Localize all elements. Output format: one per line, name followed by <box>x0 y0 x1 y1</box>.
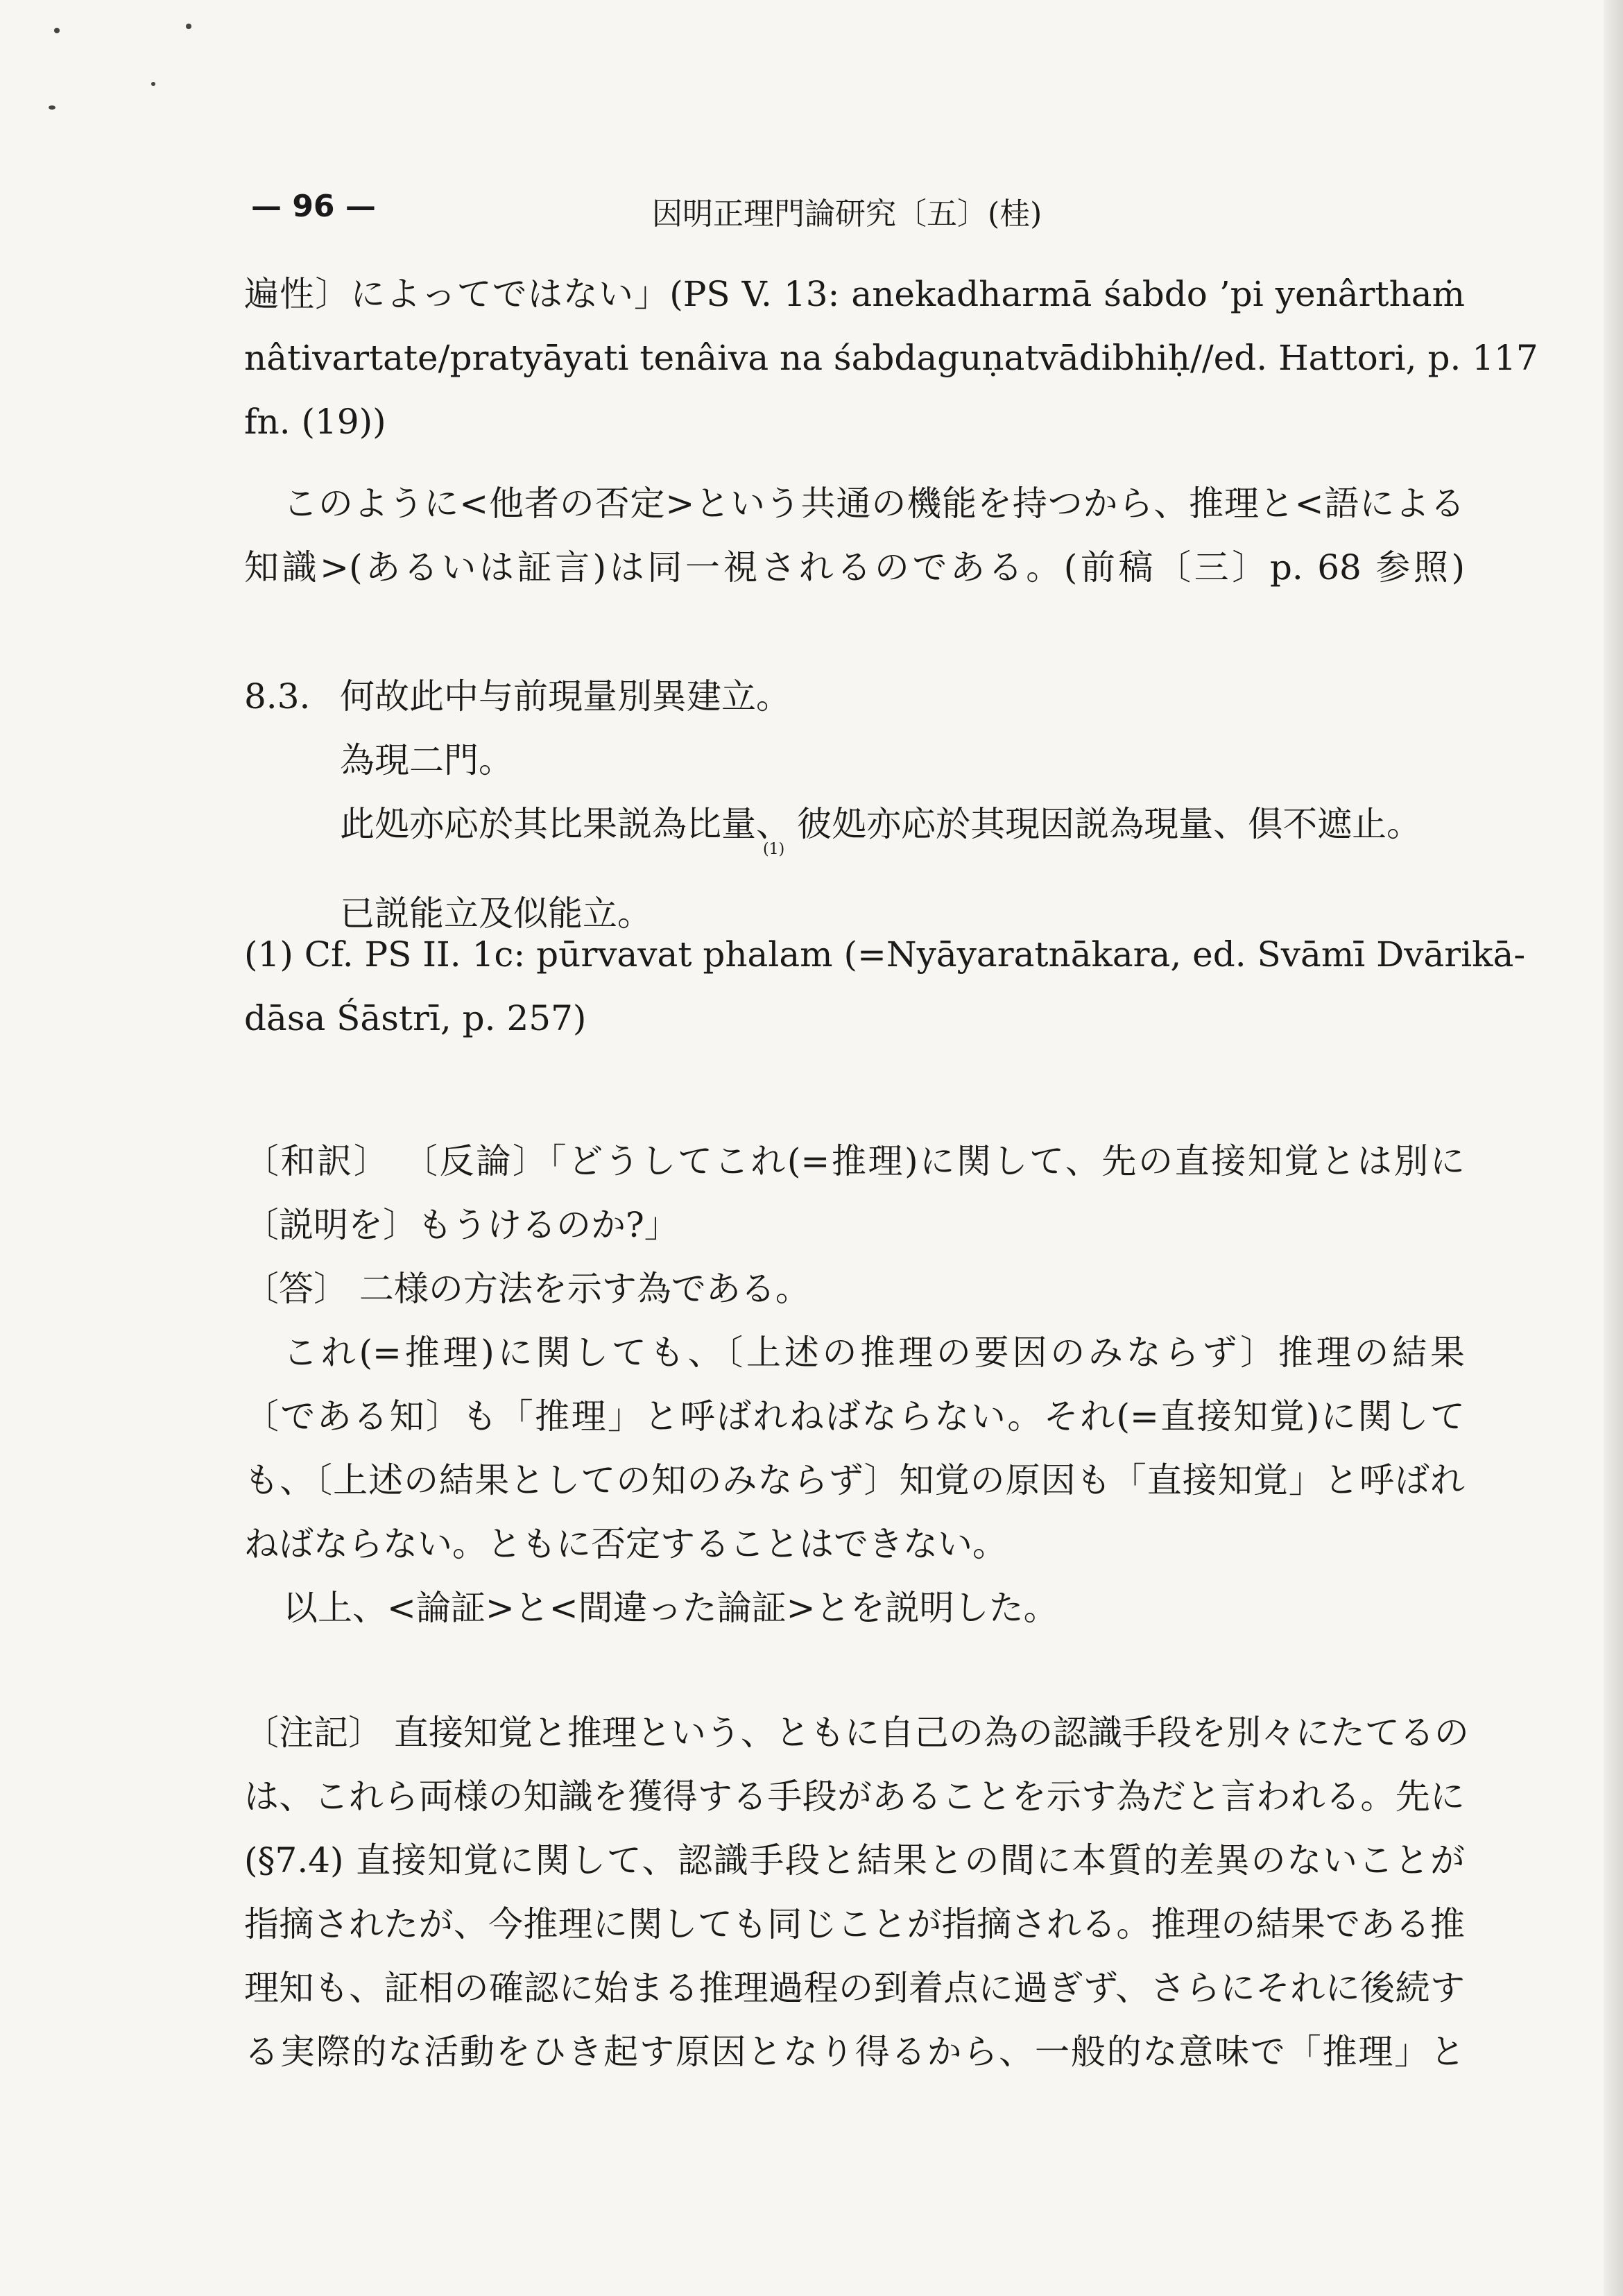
translation-section <box>244 1129 1465 1640</box>
text-line: る実際的な活動をひき起す原因となり得るから、一般的な意味で「推理」と <box>244 2032 1465 2072</box>
text-line: 指摘されたが、今推理に関しても同じことが指摘される。推理の結果である推 <box>244 1904 1465 1944</box>
text-line: ねばならない。ともに否定することはできない。 <box>244 1524 1007 1564</box>
sanskrit-chinese-line: 已説能立及似能立。 <box>340 893 652 934</box>
sanskrit-chinese-line: 為現二門。 <box>340 740 513 780</box>
footnote-line: (1) Cf. PS II. 1c: pūrvavat phalam (=Nyāyaratnākara, ed. Svāmī Dvārikā- <box>244 934 1526 975</box>
text-line: nâtivartate/pratyāyati tenâiva na śabdaguṇatvādibhiḥ//ed. Hattori, p. 117 <box>244 338 1538 378</box>
footnote-marker: (1) <box>763 841 785 858</box>
section-8-3 <box>244 665 1465 945</box>
intro-paragraph <box>244 472 1465 599</box>
text-line: 理知も、証相の確認に始まる推理過程の到着点に過ぎず、さらにそれに後続す <box>244 1968 1465 2008</box>
scan-speck <box>54 28 60 33</box>
text-line: 〔和訳〕 〔反論〕「どうしてこれ(=推理)に関して、先の直接知覚とは別に <box>244 1141 1465 1181</box>
text-line: fn. (19)) <box>244 402 386 442</box>
text-line: 知識>(あるいは証言)は同一視されるのである。(前稿〔三〕p. 68 参照) <box>244 547 1465 588</box>
footnote <box>244 923 1526 1050</box>
scan-edge-shadow <box>1604 0 1623 2296</box>
text-line: これ(=推理)に関しても、〔上述の推理の要因のみならず〕推理の結果 <box>283 1333 1465 1373</box>
scan-speck <box>49 105 55 110</box>
scan-speck <box>186 24 191 29</box>
notes-section <box>244 1701 1469 2084</box>
text-line: 〔説明を〕もうけるのか?」 <box>244 1205 679 1245</box>
text-line: 〔答〕 二様の方法を示す為である。 <box>244 1269 810 1309</box>
text-line: 以上、<論証>と<間違った論証>とを説明した。 <box>283 1588 1058 1628</box>
text-line: も、〔上述の結果としての知のみならず〕知覚の原因も「直接知覚」と呼ばれ <box>244 1460 1465 1500</box>
sanskrit-chinese-line: 彼処亦応於其現因説為現量、倶不遮止。 <box>797 804 1422 844</box>
sanskrit-chinese-line: 此処亦応於其比果説為比量、 <box>340 804 791 844</box>
continuation-paragraph <box>244 262 1538 454</box>
sanskrit-chinese-line: 何故此中与前現量別異建立。 <box>340 676 791 717</box>
running-title: 因明正理門論研究〔五〕(桂) <box>652 196 1042 232</box>
text-line: 〔である知〕も「推理」と呼ばれねばならない。それ(=直接知覚)に関して <box>244 1396 1465 1437</box>
text-line: 〔注記〕 直接知覚と推理という、ともに自己の為の認識手段を別々にたてるの <box>244 1713 1469 1753</box>
text-line: このように<他者の否定>という共通の機能を持つから、推理と<語による <box>283 483 1465 524</box>
page-number: — 96 — <box>251 189 376 224</box>
section-number: 8.3. <box>244 676 311 717</box>
text-line: (§7.4) 直接知覚に関して、認識手段と結果との間に本質的差異のないことが <box>244 1840 1465 1881</box>
page-header <box>244 189 1465 237</box>
footnote-line: dāsa Śāstrī, p. 257) <box>244 998 587 1038</box>
scan-speck <box>151 82 155 86</box>
text-line: 遍性〕によってではない」(PS V. 13: anekadharmā śabdo ’pi yenârthaṁ <box>244 274 1465 314</box>
text-line: は、これら両様の知識を獲得する手段があることを示す為だと言われる。先に <box>244 1776 1465 1817</box>
